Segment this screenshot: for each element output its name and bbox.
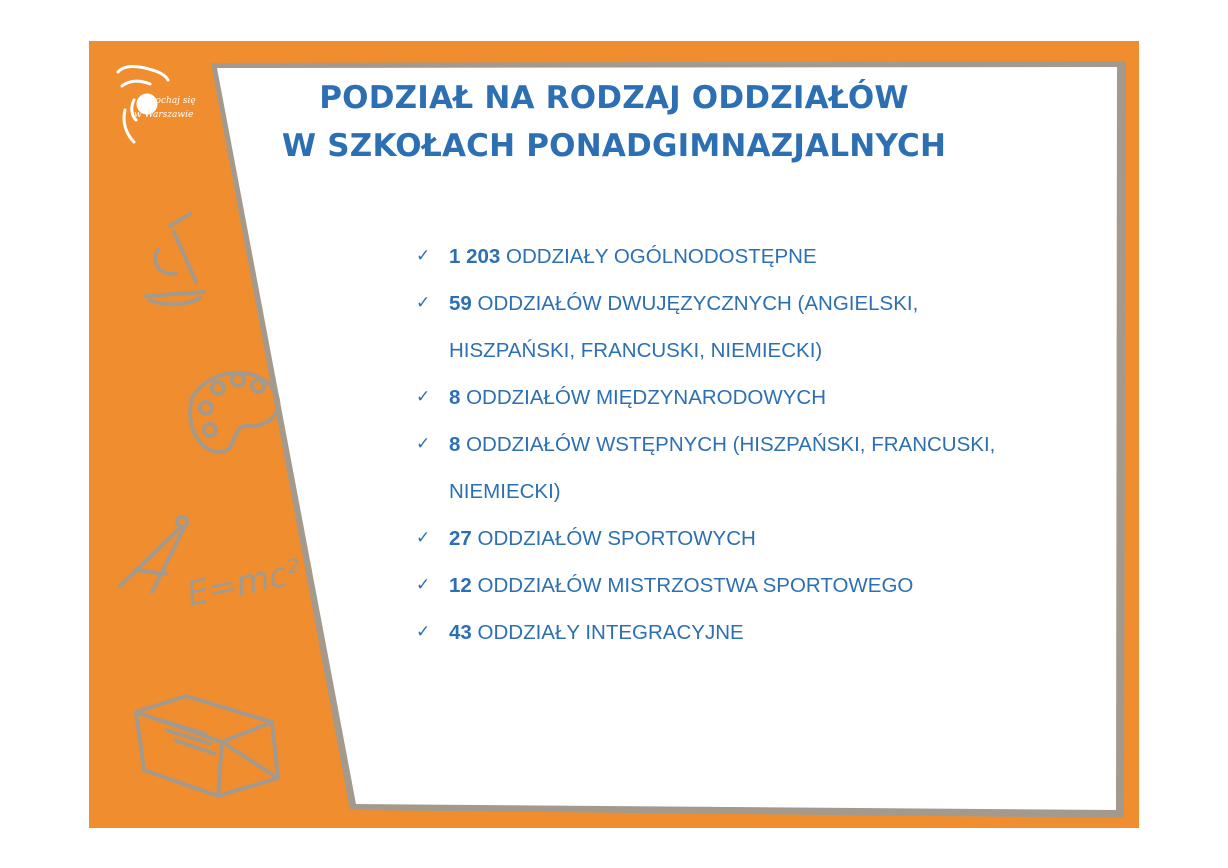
item-text: ODDZIAŁY INTEGRACYJNE — [471, 621, 744, 644]
book-icon — [136, 696, 278, 796]
item-number: 59 — [449, 292, 472, 315]
formula-text: E=mc² — [183, 551, 305, 615]
list-item — [414, 562, 1074, 609]
item-number: 1 203 — [449, 245, 501, 268]
item-text: ODDZIAŁÓW SPORTOWYCH — [471, 527, 756, 550]
item-text: ODDZIAŁY OGÓLNODOSTĘPNE — [500, 245, 817, 268]
item-text: ODDZIAŁÓW WSTĘPNYCH (HISZPAŃSKI, FRANCUSKI, — [460, 433, 996, 456]
list-item — [414, 233, 1074, 280]
check-icon: ✓ — [416, 434, 431, 454]
logo-text-2: w Warszawie — [134, 110, 194, 120]
item-number: 8 — [449, 386, 461, 409]
list-item — [414, 515, 1074, 562]
list-item — [414, 374, 1074, 421]
list-item — [414, 280, 1074, 327]
check-icon: ✓ — [416, 246, 431, 266]
item-text-continuation: NIEMIECKI) — [449, 480, 561, 503]
item-text: ODDZIAŁÓW MISTRZOSTWA SPORTOWEGO — [471, 574, 914, 597]
item-text: ODDZIAŁÓW MIĘDZYNARODOWYCH — [460, 386, 826, 409]
check-icon: ✓ — [416, 293, 431, 313]
item-number: 8 — [449, 433, 461, 456]
check-icon: ✓ — [416, 387, 431, 407]
list-item — [414, 421, 1074, 468]
microscope-icon — [146, 214, 204, 304]
palette-icon — [190, 373, 278, 452]
check-icon: ✓ — [416, 622, 431, 642]
item-number: 12 — [449, 574, 472, 597]
logo-text-1: zakochaj się — [140, 96, 196, 106]
check-icon: ✓ — [416, 528, 431, 548]
list-item-continuation — [414, 468, 1074, 515]
item-text-continuation: HISZPAŃSKI, FRANCUSKI, NIEMIECKI) — [449, 339, 823, 362]
page-title-line-1: PODZIAŁ NA RODZAJ ODDZIAŁÓW — [319, 80, 909, 116]
item-number: 43 — [449, 621, 472, 644]
page-title-line-2: W SZKOŁACH PONADGIMNAZJALNYCH — [281, 128, 947, 164]
bullet-list — [414, 233, 1074, 656]
list-item-continuation — [414, 327, 1074, 374]
item-text: ODDZIAŁÓW DWUJĘZYCZNYCH (ANGIELSKI, — [471, 292, 919, 315]
compass-icon — [120, 517, 187, 592]
item-number: 27 — [449, 527, 472, 550]
check-icon: ✓ — [416, 575, 431, 595]
list-item — [414, 609, 1074, 656]
